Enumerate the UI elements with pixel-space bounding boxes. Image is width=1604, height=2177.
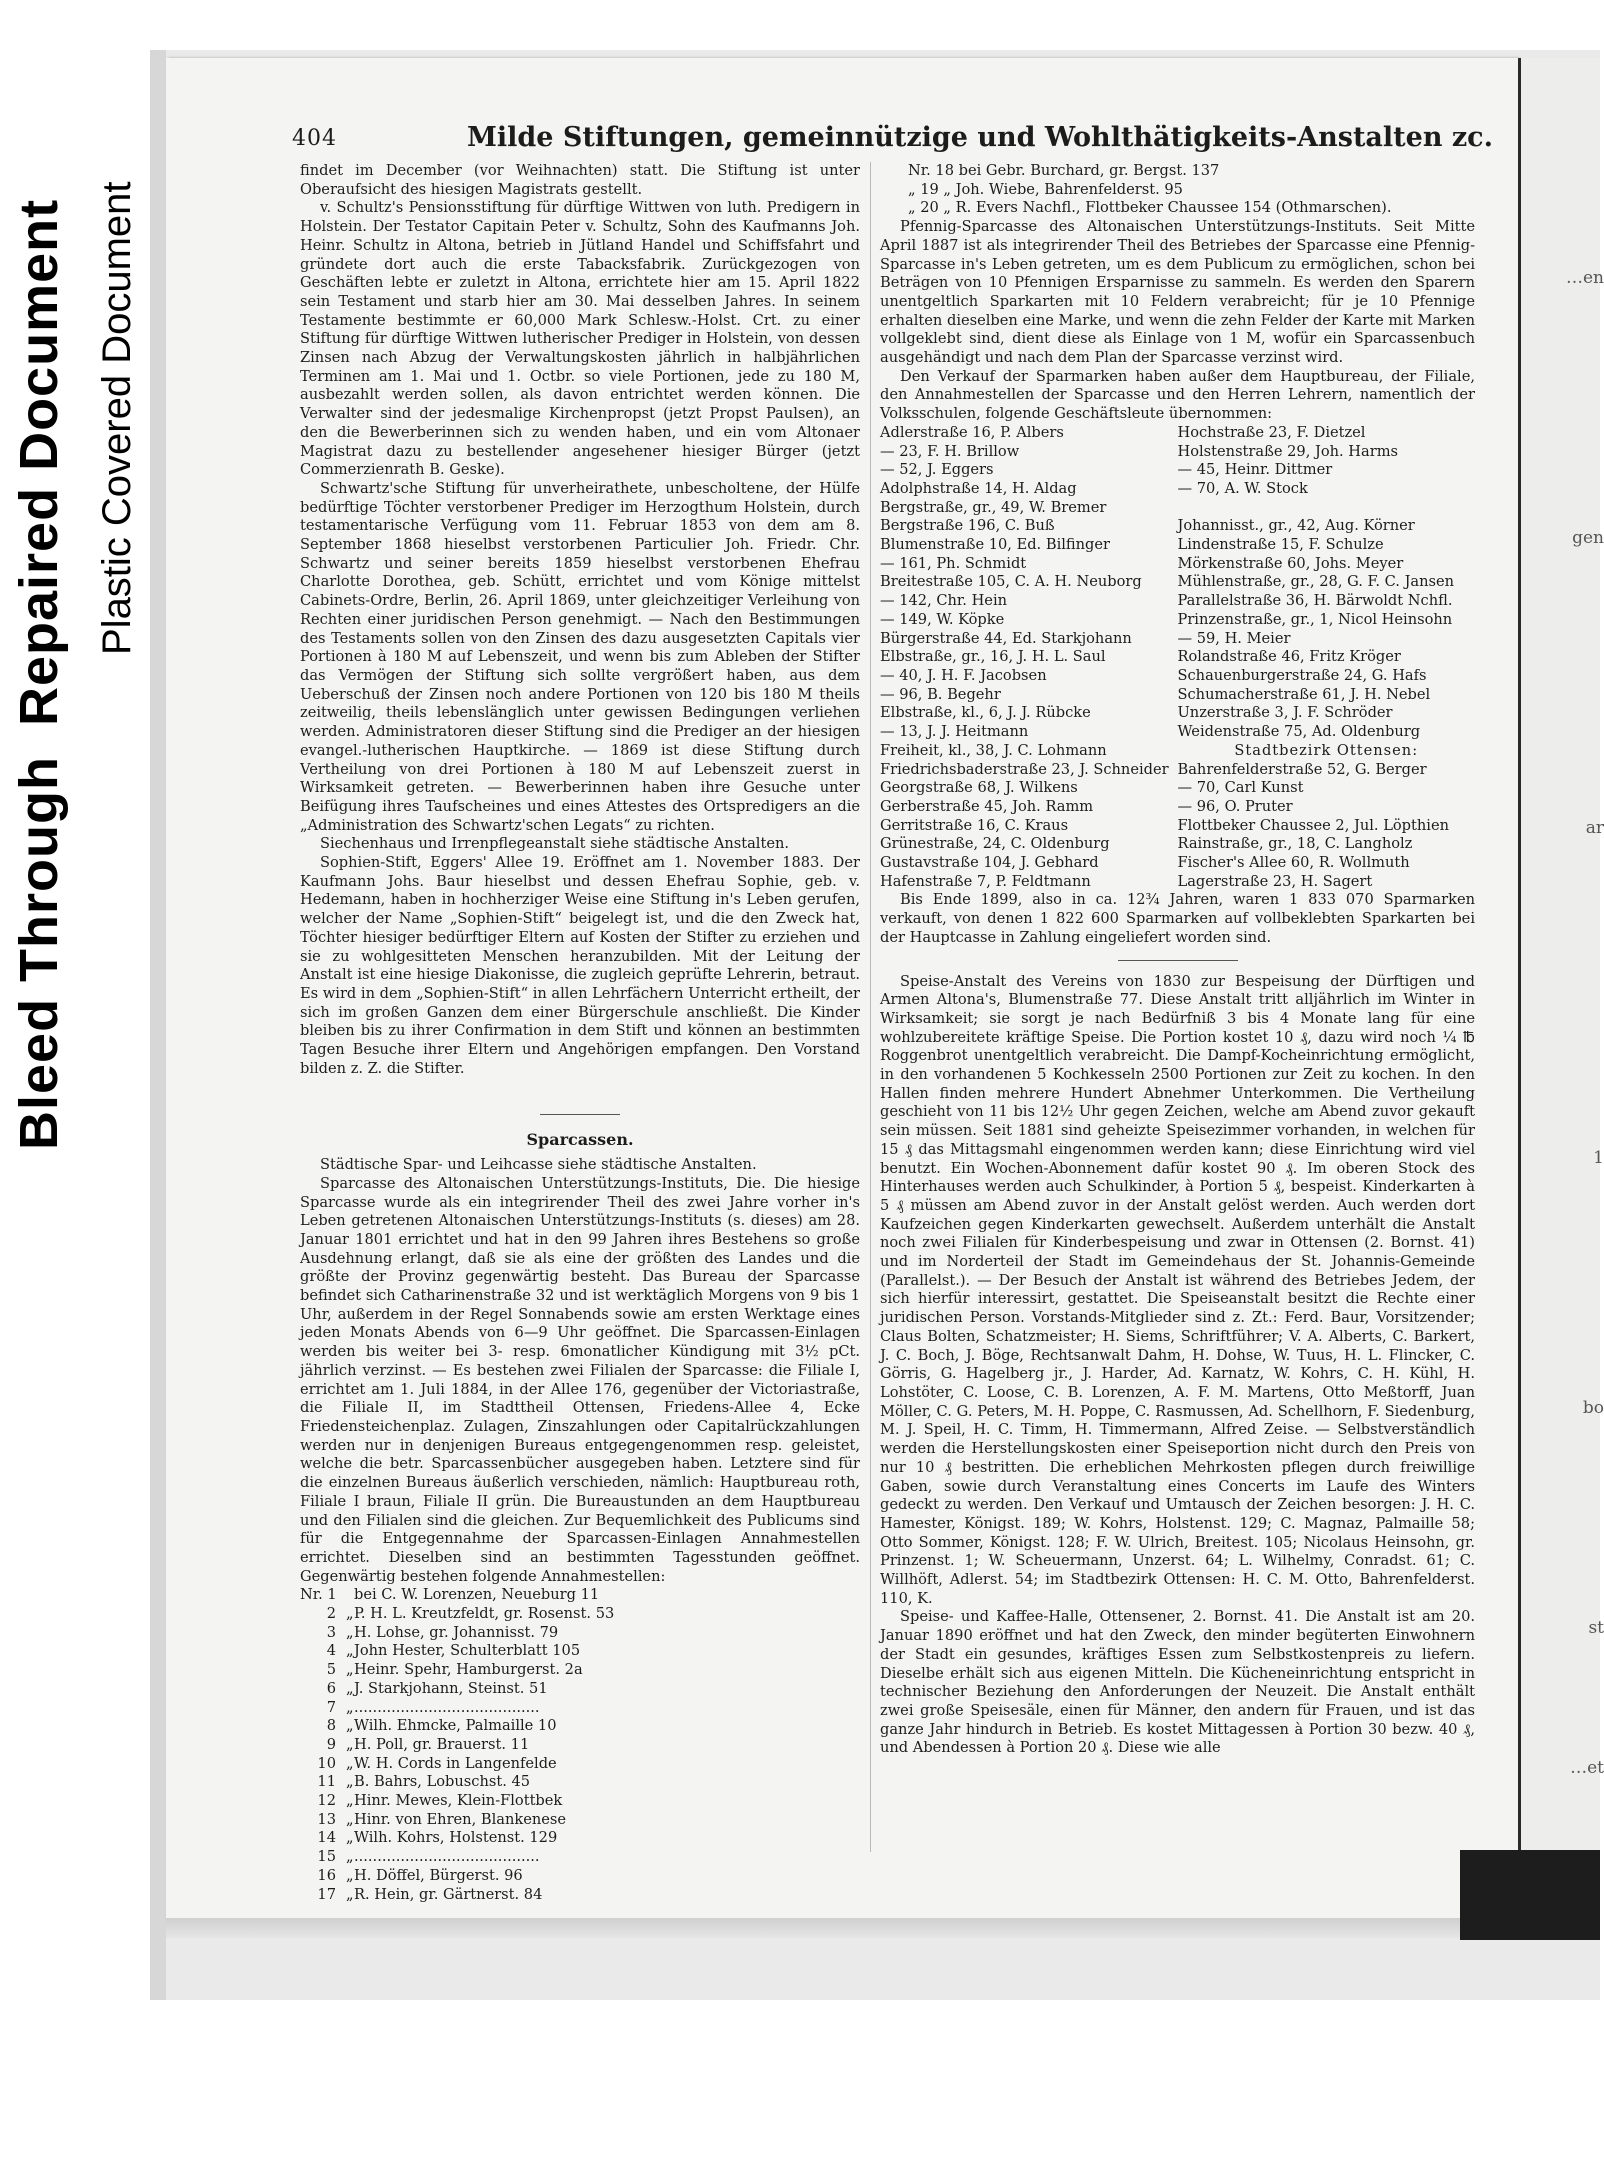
ditto-mark: „ [346,1885,354,1903]
paragraph-speise-anstalt: Speise-Anstalt des Vereins von 1830 zur Bespeisung der Dürftigen und Armen Altona's, Blumenstraße 77. Diese Anstalt tritt alljährlich im Winter in Wirksamkeit; sie sorgt je nach Bedürfniß 3 bis 4 Monate lang für eine wohlzubereitete kräftige Speise. Die Portion kostet 10 ₰, dazu wird noch ¼ ℔ Roggenbrot unentgeltlich verabreicht. Die Dampf-Kocheinrichtung ermöglicht, in den vorhandenen 5 Kochkesseln 2500 Portionen zur Zeit zu kochen. In den Hallen finden mehrere Hundert Abnehmer Unterkommen. Die Vertheilung geschieht von 11 bis 12½ Uhr gegen Zeichen, welche am Abend zuvor gekauft sein müssen. Seit 1881 sind geheizte Speisezimmer vorhanden, in welchen für 15 ₰ das Mittagsmahl eingenommen werden kann; diese Einrichtung wird viel benutzt. Ein Wochen-Abonnement dafür kostet 90 ₰. Im oberen Stock des Hinterhauses werden auch Schulkinder, à Portion 5 ₰, bespeist. Kinderkarten à 5 ₰ müssen am Abend zuvor in der Anstalt gelöst werden. Auch werden dort Kaufzeichen gegen Kinderkarten gewechselt. Außerdem unterhält die Anstalt noch zwei Filialen für Kinderbespeisung und zwar in Ottensen (2. Bornst. 41) und im Norderteil der Stadt im Gemeindehaus der St. Johannis-Gemeinde (Parallelst.). — Der Besuch der Anstalt ist während des Betriebes Jedem, der sich hierfür interessirt, gestattet. Die Speiseanstalt besitzt die Rechte einer juridischen Person. Vorstands-Mitglieder sind z. Zt.: Ferd. Baur, Vorsitzender; Claus Bolten, Schatzmeister; H. Siems, Schriftführer; V. A. Alberts, C. Barkert, J. C. Boch, J. Böge, Rechtsanwalt Dahm, H. Dohse, W. Tuus, H. L. Flincker, C. Görris, G. Hagelberg jr., J. Harder, Ad. Karnatz, W. Kohrs, C. H. Kühl, H. Lohstöter, C. Loose, C. B. Lorenzen, A. F. M. Martens, Otto Meßtorff, Juan Möller, C. G. Peters, M. H. Poppe, C. Rasmussen, Ad. Schellhorn, F. Siedenburg, M. J. Speil, H. C. Timm, H. Timmermann, Alfred Zeise. — Selbstverständlich werden die Herstellungskosten einer Speiseportion nicht durch den Preis von nur 10 ₰ bestritten. Die erheblichen Mehrkosten pflegen durch freiwillige Gaben, sowie durch Veranstaltung eines Concerts im Laufe des Winters gedeckt zu werden. Den Verkauf und Umtausch der Zeichen besorgen: J. H. C. Hamester, Königst. 189; W. Kohrs, Holstenst. 129; C. Magnaz, Palmaille 58; Otto Sommer, Königst. 128; F. W. Ulrich, Breitest. 105; Nicolaus Heinsohn, gr. Prinzenst. 1; W. Scheuermann, Unzerst. 64; L. Wilhelmy, Conradst. 61; C. Willhöft, Adlerst. 54; im Stadtbezirk Ottensen: H. C. M. Otto, Bahrenfelderst. 110, K. [880,972,1475,1607]
seller-right: Prinzenstraße, gr., 1, Nicol Heinsohn [1177,610,1453,628]
seller-left: Gerritstraße 16, C. Kraus [880,816,1069,834]
seller-right: Lindenstraße 15, F. Schulze [1177,536,1384,554]
next-page-fragment: …en [1565,268,1604,288]
agency-text: ........................................ [354,1848,540,1866]
seller-left: Gerberstraße 45, Joh. Ramm [880,797,1094,815]
list-item [300,1773,860,1792]
agency-text: bei C. W. Lorenzen, Neueburg 11 [354,1586,600,1604]
seller-right: — 70, Carl Kunst [1177,779,1304,797]
next-page-fragment: ar [1585,818,1604,838]
agency-text: H. Lohse, gr. Johannisst. 79 [354,1623,559,1641]
seller-right: Unzerstraße 3, J. F. Schröder [1177,704,1393,722]
page-number: 404 [292,126,337,151]
agency-number: 2 [326,1605,336,1623]
agency-text: Hinr. Mewes, Klein-Flottbek [354,1792,563,1810]
paragraph-staedtische-sparcasse: Städtische Spar- und Leihcasse siehe städtische Anstalten. [320,1156,757,1174]
ditto-mark: „ [346,1679,354,1697]
seller-list [880,424,1475,892]
agency-number: 8 [326,1717,336,1735]
agency-number: Nr. 1 [300,1586,337,1604]
scan-edge [150,50,166,2000]
seller-left: Blumenstraße 10, Ed. Bilfinger [880,536,1110,554]
seller-right: Weidenstraße 75, Ad. Oldenburg [1177,723,1421,741]
seller-left: — 13, J. J. Heitmann [880,723,1029,741]
list-item [300,1811,860,1830]
page-header [292,122,1494,160]
seller-left: Elbstraße, kl., 6, J. J. Rübcke [880,704,1091,722]
paragraph-sparmarken-verkauf: Den Verkauf der Sparmarken haben außer dem Hauptbureau, der Filiale, den Annahmestellen der Sparcasse und den Herren Lehrern, namentlich der Volksschulen, folgende Geschäftsleute übernommen: [880,367,1475,423]
agency-text: Heinr. Spehr, Hamburgerst. 2a [354,1661,583,1679]
seller-left: — 149, W. Köpke [880,610,1005,628]
agency-text: H. Poll, gr. Brauerst. 11 [354,1735,530,1753]
left-column [300,162,860,1904]
list-item [300,1699,860,1718]
seller-left: — 40, J. H. F. Jacobsen [880,666,1047,684]
seller-right: — 45, Heinr. Dittmer [1177,461,1333,479]
seller-left: Bürgerstraße 44, Ed. Starkjohann [880,629,1132,647]
ditto-mark [346,1586,354,1605]
seller-right: Holstenstraße 29, Joh. Harms [1177,442,1399,460]
agency-number: 15 [317,1848,336,1866]
next-page-fragment: 1 [1593,1148,1604,1168]
seller-right: Mörkenstraße 60, Johs. Meyer [1177,554,1404,572]
paragraph-sparcasse-altona: Sparcasse des Altonaischen Unterstützungs-Instituts, Die. Die hiesige Sparcasse wurde als ein integrirender Theil des zwei Jahre vorher in's Leben getretenen Altonaischen Unterstützungs-Instituts (s. dieses) am 28. Januar 1801 errichtet und hat in den 99 Jahren ihres Bestehens so große Ausdehnung erlangt, daß sie als eine der größten des Landes und die größte der Provinz gegenwärtig besteht. Das Bureau der Sparcasse befindet sich Catharinenstraße 32 und ist werktäglich Morgens von 9 bis 1 Uhr, außerdem in der Regel Sonnabends sowie am ersten Werktage eines jeden Monats Abends von 6—9 Uhr geöffnet. Die Sparcassen-Einlagen werden bis weiter bei 3- resp. 6monatlicher Kündigung mit 3½ pCt. jährlich verzinst. — Es bestehen zwei Filialen der Sparcasse: die Filiale I, errichtet am 1. Juli 1884, in der Allee 176, gegenüber der Victoriastraße, die Filiale II, im Stadttheil Ottensen, Friedens-Allee 4, Ecke Friedensteichenplaz. Zulagen, Zinszahlungen oder Capitalrückzahlungen werden nur in denjenigen Bureaus entgegengenommen resp. geleistet, welche die betr. Sparcassenbücher ausgegeben haben. Letztere sind für die einzelnen Bureaus äußerlich verschieden, nämlich: Hauptbureau roth, Filiale I braun, Filiale II grün. Die Bureaustunden an dem Hauptbureau und den Filialen sind die gleichen. Zur Bequemlichkeit des Publicums sind für die Entgegennahme der Sparcassen-Einlagen Annahmestellen errichtet. Dieselben sind an bestimmten Tagesstunden geöffnet. Gegenwärtig bestehen folgende Annahmestellen: [300,1174,860,1585]
list-item [300,1736,860,1755]
seller-left: Breitestraße 105, C. A. H. Neuborg [880,573,1142,591]
agency-number: 12 [317,1792,336,1810]
agency-list-continued [880,162,1475,218]
list-item [300,1605,860,1624]
paragraph-speise-kaffee-halle: Speise- und Kaffee-Halle, Ottensener, 2. Bornst. 41. Die Anstalt ist am 20. Januar 1890 eröffnet und hat den Zweck, den minder begüterten Einwohnern der Stadt ein gesundes, kräftiges Essen zum Selbstkostenpreis zu liefern. Dieselbe erhält sich aus eigenen Mitteln. Die Kücheneinrichtung entspricht in technischer Beziehung den Anforderungen der Neuzeit. Die Anstalt enthält zwei große Speisesäle, einen für Männer, den andern für Frauen, und ist das ganze Jahr hindurch in Betrieb. Es kostet Mittagessen à Portion 30 bezw. 40 ₰, und Abendessen à Portion 20 ₰. Diese wie alle [880,1608,1475,1757]
seller-right: Rainstraße, gr., 18, C. Langholz [1177,835,1413,853]
agency-number: 5 [326,1661,336,1679]
agency-text: Wilh. Ehmcke, Palmaille 10 [354,1717,557,1735]
seller-left: Elbstraße, gr., 16, J. H. L. Saul [880,648,1106,666]
agency-list [300,1586,860,1904]
paragraph-sparmarken-statistik: Bis Ende 1899, also in ca. 12¾ Jahren, waren 1 833 070 Sparmarken verkauft, von denen 1 822 600 Sparmarken auf vollbeklebten Sparkarten bei der Hauptcasse in Zahlung eingeliefert worden sind. [880,891,1475,946]
list-item [300,1680,860,1699]
scan-dark-corner [1460,1850,1600,1940]
agency-text: P. H. L. Kreutzfeldt, gr. Rosenst. 53 [354,1605,615,1623]
agency-text: ........................................ [354,1698,540,1716]
ditto-mark: „ [346,1829,354,1847]
seller-right: Lagerstraße 23, H. Sagert [1177,872,1373,890]
seller-left: Adolphstraße 14, H. Aldag [880,479,1077,497]
ditto-mark: „ [346,1735,354,1753]
agency-text: W. H. Cords in Langenfelde [354,1754,557,1772]
next-page-fragment: bo [1582,1398,1604,1418]
agency-text: B. Bahrs, Lobuschst. 45 [354,1773,531,1791]
agency-number: 17 [317,1885,336,1903]
page-title: Milde Stiftungen, gemeinnützige und Wohlthätigkeits-Anstalten zc. [467,122,1494,153]
seller-right: Hochstraße 23, F. Dietzel [1177,423,1366,441]
seller-left: Bergstraße 196, C. Buß [880,517,1055,535]
seller-right: Schumacherstraße 61, J. H. Nebel [1177,685,1431,703]
ditto-mark: „ [346,1642,354,1660]
section-heading [300,1114,860,1150]
seller-right: Fischer's Allee 60, R. Wollmuth [1177,854,1410,872]
seller-left: Grünestraße, 24, C. Oldenburg [880,835,1110,853]
list-item [300,1848,860,1867]
seller-left: — 52, J. Eggers [880,461,994,479]
list-item [300,1624,860,1643]
agency-number: 6 [326,1679,336,1697]
list-item [300,1586,860,1605]
side-label-degradation [8,199,70,1150]
agency-text: R. Hein, gr. Gärtnerst. 84 [354,1885,543,1903]
ditto-mark: „ [346,1866,354,1884]
seller-left: Hafenstraße 7, P. Feldtmann [880,872,1091,890]
ditto-mark: „ [346,1605,354,1623]
agency-text: John Hester, Schulterblatt 105 [354,1642,581,1660]
label-plastic-covered: Plastic Covered Document [95,181,139,655]
ditto-mark: „ [346,1810,354,1828]
agency-number: 10 [317,1754,336,1772]
agency-number: 7 [326,1698,336,1716]
list-item [300,1886,860,1905]
list-item [300,1867,860,1886]
seller-right: Parallelstraße 36, H. Bärwoldt Nchfl. [1177,592,1453,610]
seller-right: — 59, H. Meier [1177,629,1291,647]
ditto-mark: „ [346,1717,354,1735]
agency-number: 13 [317,1810,336,1828]
seller-right: Bahrenfelderstraße 52, G. Berger [1177,760,1427,778]
agency-number: 9 [326,1735,336,1753]
seller-right: Stadtbezirk Ottensen: [1234,741,1419,759]
seller-right: Flottbeker Chaussee 2, Jul. Löpthien [1177,816,1449,834]
seller-left: Freiheit, kl., 38, J. C. Lohmann [880,741,1107,759]
section-title-sparcassen: Sparcassen. [526,1130,634,1150]
agency-number: 16 [317,1866,336,1884]
paragraph-pfennig-sparcasse: Pfennig-Sparcasse des Altonaischen Unterstützungs-Instituts. Seit Mitte April 1887 ist als integrirender Theil des Betriebes der Sparcasse eine Pfennig-Sparcasse in's Leben getreten, um es dem Publicum zu ermöglichen, schon bei Beträgen von 10 Pfennigen Ersparnisse zu sammeln. Es werden den Sparern unentgeltlich Sparkarten mit 10 Feldern verabreicht; für je 10 Pfennige erhalten dieselben eine Marke, und wenn die zehn Felder der Karte mit Marken vollgeklebt sind, dient diese als Einlage von 1 M, wofür ein Sparcassenbuch ausgehändigt und nach dem Plan der Sparcasse verzinst wird. [880,218,1475,367]
list-item: „ 19 „ Joh. Wiebe, Bahrenfelderst. 95 [908,180,1183,198]
adjacent-page-strip [1521,58,1604,1928]
seller-left: Bergstraße, gr., 49, W. Bremer [880,498,1107,516]
page-shadow [166,1918,1518,1938]
list-item [300,1792,860,1811]
ditto-mark: „ [346,1754,354,1772]
paragraph-schwartz-stiftung: Schwartz'sche Stiftung für unverheirathete, unbescholtene, der Hülfe bedürftige Töchter verstorbener Prediger im Herzogthum Holstein, durch testamentarische Verfügung vom 11. Februar 1853 von dem am 8. September 1868 hieselbst verstorbenen Particulier Joh. Friedr. Chr. Schwartz und seiner bereits 1859 hieselbst verstorbenen Ehefrau Charlotte Dorothea, geb. Schütt, errichtet und vom Könige mittelst Cabinets-Ordre, Berlin, 26. April 1869, unter gleichzeitiger Verleihung von Rechten einer juridischen Person genehmigt. — Nach den Bestimmungen des Testaments sollen von den Zinsen des dazu ausgesetzten Capitals vier Portionen à 180 M auf Lebenszeit, und wenn bis zum Ableben der Stifter das Vermögen der Stiftung sich sollte vergrößert haben, aus dem Ueberschuß der Zinsen noch andere Portionen von 120 bis 180 M theils zeitweilig, theils lebenslänglich unter gewissen Bedingungen verliehen werden. Administratoren dieser Stiftung sind die Prediger an der hiesigen evangel.-lutherischen Hauptkirche. — 1869 ist diese Stiftung durch Vertheilung von drei Portionen à 180 M auf Lebenszeit zuerst in Wirksamkeit getreten. — Bewerberinnen haben ihre Gesuche unter Beifügung ihres Taufscheines und eines Attestes des Ortspredigers an die „Administration des Schwartz'schen Legats“ zu richten. [300,479,860,834]
seller-left: Georgstraße 68, J. Wilkens [880,779,1078,797]
seller-left: — 161, Ph. Schmidt [880,554,1027,572]
ditto-mark: „ [346,1773,354,1791]
seller-left: — 142, Chr. Hein [880,592,1008,610]
list-item: „ 20 „ R. Evers Nachfl., Flottbeker Chaussee 154 (Othmarschen). [908,199,1392,217]
seller-right: Schauenburgerstraße 24, G. Hafs [1177,666,1427,684]
ditto-mark: „ [346,1848,354,1866]
agency-text: H. Döffel, Bürgerst. 96 [354,1866,523,1884]
next-page-fragment: st [1588,1618,1604,1638]
seller-right: — 70, A. W. Stock [1177,479,1308,497]
seller-right: Rolandstraße 46, Fritz Kröger [1177,648,1401,666]
paragraph-schultz-stiftung: v. Schultz's Pensionsstiftung für dürftige Wittwen von luth. Predigern in Holstein. Der Testator Capitain Peter v. Schultz, Sohn des Kaufmanns Joh. Heinr. Schultz in Altona, betrieb in Jütland Handel und Schiffsfahrt und gründete dort auch die erste Tabacksfabrik. Zurückgezogen von Geschäften lebte er zuletzt in Altona, errichtete hier am 15. April 1822 sein Testament und starb hier am 30. Mai desselben Jahres. In seinem Testamente bestimmte er 60,000 Mark Schlesw.-Holst. Crt. zu einer Stiftung für dürftige Wittwen lutherischer Prediger in Holstein, von dessen Zinsen nach Abzug der Verwaltungskosten jährlich in halbjährlichen Terminen am 1. Mai und 1. Octbr. so viele Portionen, jede zu 180 M, ausbezahlt werden sollen, als davon entrichtet werden können. Die Verwalter sind der jedesmalige Kirchenpropst (jetzt Propst Paulsen), an den die Bewerberinnen sich zu wenden haben, und ein vom Altonaer Magistrat dazu zu bestellender angesehener hiesiger Bürger (jetzt Commerzienrath B. Geske). [300,199,860,479]
label-repaired-document: Repaired Document [9,198,69,727]
next-page-fragment: …et [1570,1758,1604,1778]
paragraph-siechenhaus: Siechenhaus und Irrenpflegeanstalt siehe städtische Anstalten. [320,835,790,853]
agency-number: 14 [317,1829,336,1847]
seller-left: — 96, B. Begehr [880,685,1001,703]
agency-text: Hinr. von Ehren, Blankenese [354,1810,566,1828]
list-item [300,1661,860,1680]
paragraph-sophien-stift: Sophien-Stift, Eggers' Allee 19. Eröffnet am 1. November 1883. Der Kaufmann Johs. Baur hieselbst und dessen Ehefrau Sophie, geb. v. Hedemann, haben in hochherziger Weise eine Stiftung in's Leben gerufen, welcher der Name „Sophien-Stift“ beigelegt ist, und die den Zweck hat, Töchter hiesiger bedürftiger Eltern auf Kosten der Stifter zu erziehen und sie zu wohlgesitteten Menschen heranzubilden. Mit der Leitung der Anstalt ist eine hiesige Diakonisse, die zugleich geprüfte Lehrerin, betraut. Es wird in dem „Sophien-Stift“ in allen Lehrfächern Unterricht ertheilt, der sich im großen Ganzen dem einer Bürgerschule anschließt. Die Kinder bleiben bis zu ihrer Confirmation in dem Stift und können an bestimmten Tagen Besuche ihrer Eltern und Angehörigen empfangen. Den Vorstand bilden z. Z. die Stifter. [300,854,860,1077]
label-bleed-through: Bleed Through [9,756,69,1150]
divider [540,1114,620,1115]
list-item [300,1642,860,1661]
side-labels [0,0,150,1200]
seller-right: — 96, O. Pruter [1177,797,1293,815]
list-item [300,1717,860,1736]
seller-right: Johannisst., gr., 42, Aug. Körner [1177,517,1415,535]
ditto-mark: „ [346,1698,354,1716]
next-page-fragment: gen [1572,528,1604,548]
right-column [880,162,1475,1758]
seller-left: Gustavstraße 104, J. Gebhard [880,854,1099,872]
seller-left: Adlerstraße 16, P. Albers [880,423,1064,441]
ditto-mark: „ [346,1661,354,1679]
agency-number: 11 [317,1773,336,1791]
agency-number: 3 [326,1623,336,1641]
divider [1118,960,1238,961]
list-item [300,1755,860,1774]
seller-right: Mühlenstraße, gr., 28, G. F. C. Jansen [1177,573,1455,591]
seller-left: Friedrichsbaderstraße 23, J. Schneider [880,760,1169,778]
ditto-mark: „ [346,1623,354,1641]
paragraph: findet im December (vor Weihnachten) statt. Die Stiftung ist unter Oberaufsicht des hiesigen Magistrats gestellt. [300,162,860,198]
agency-text: Wilh. Kohrs, Holstenst. 129 [354,1829,558,1847]
ditto-mark: „ [346,1792,354,1810]
agency-text: J. Starkjohann, Steinst. 51 [354,1679,548,1697]
list-item [300,1829,860,1848]
seller-left: — 23, F. H. Brillow [880,442,1020,460]
list-item: Nr. 18 bei Gebr. Burchard, gr. Bergst. 137 [908,162,1220,179]
agency-number: 4 [326,1642,336,1660]
column-divider [870,162,871,1852]
seller-right [1178,499,1476,518]
